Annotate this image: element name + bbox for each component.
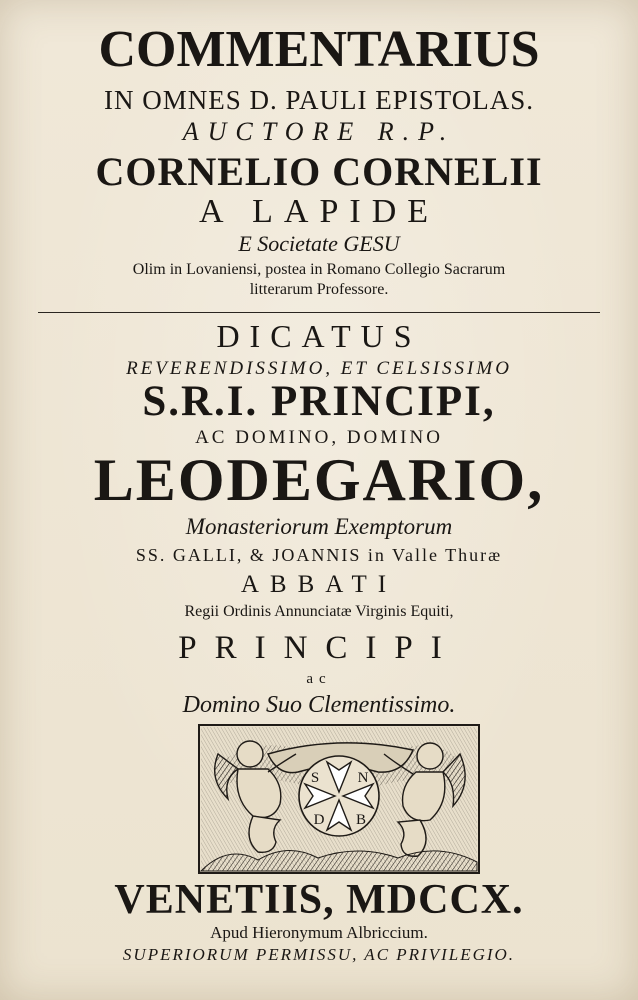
domino-suo-line: Domino Suo Clementissimo. <box>182 692 456 718</box>
author-position-line-2: litterarum Professore. <box>249 281 389 298</box>
divider-rule <box>38 312 600 313</box>
vignette-letter-n: N <box>357 770 369 786</box>
auctore-line: AUCTORE R.P. <box>182 117 456 146</box>
book-subtitle: IN OMNES D. PAULI EPISTOLAS. <box>103 85 535 115</box>
maltese-cross-cherubs-vignette-icon <box>198 724 480 874</box>
regii-ordinis-line: Regii Ordinis Annunciatæ Virginis Equiti, <box>184 603 454 620</box>
reverendissimo-line: REVERENDISSIMO, ET CELSISSIMO <box>126 358 512 379</box>
principi-2-line: PRINCIPI <box>178 630 460 666</box>
abbati-line: ABBATI <box>240 571 398 598</box>
ac-line: ac <box>306 671 332 687</box>
principi-line: S.R.I. PRINCIPI, <box>142 378 496 425</box>
imprint-printer: Apud Hieronymum Albriccium. <box>210 923 428 942</box>
society-line: E Societate GESU <box>238 231 400 256</box>
vignette-letter-s: S <box>310 770 320 786</box>
monasteries-line: SS. GALLI, & JOANNIS in Valle Thuræ <box>135 545 503 565</box>
dicatus-line: DICATUS <box>216 318 422 354</box>
vignette-letter-b: B <box>355 812 367 828</box>
book-title: COMMENTARIUS <box>98 21 540 78</box>
vignette-letter-d: D <box>313 812 325 828</box>
author-name: CORNELIO CORNELII <box>95 149 543 194</box>
monasteriorum-line: Monasteriorum Exemptorum <box>185 514 453 539</box>
imprint-permission: SUPERIORUM PERMISSU, AC PRIVILEGIO. <box>122 945 516 964</box>
author-position-line-1: Olim in Lovaniensi, postea in Romano Collegio Sacrarum <box>132 261 506 278</box>
maltese-cross-icon <box>299 756 379 836</box>
imprint-place-year: VENETIIS, MDCCX. <box>114 877 524 923</box>
author-surname: A LAPIDE <box>198 193 440 230</box>
ac-domino-line: AC DOMINO, DOMINO <box>195 427 443 448</box>
dedicatee-name: LEODEGARIO, <box>93 447 545 513</box>
